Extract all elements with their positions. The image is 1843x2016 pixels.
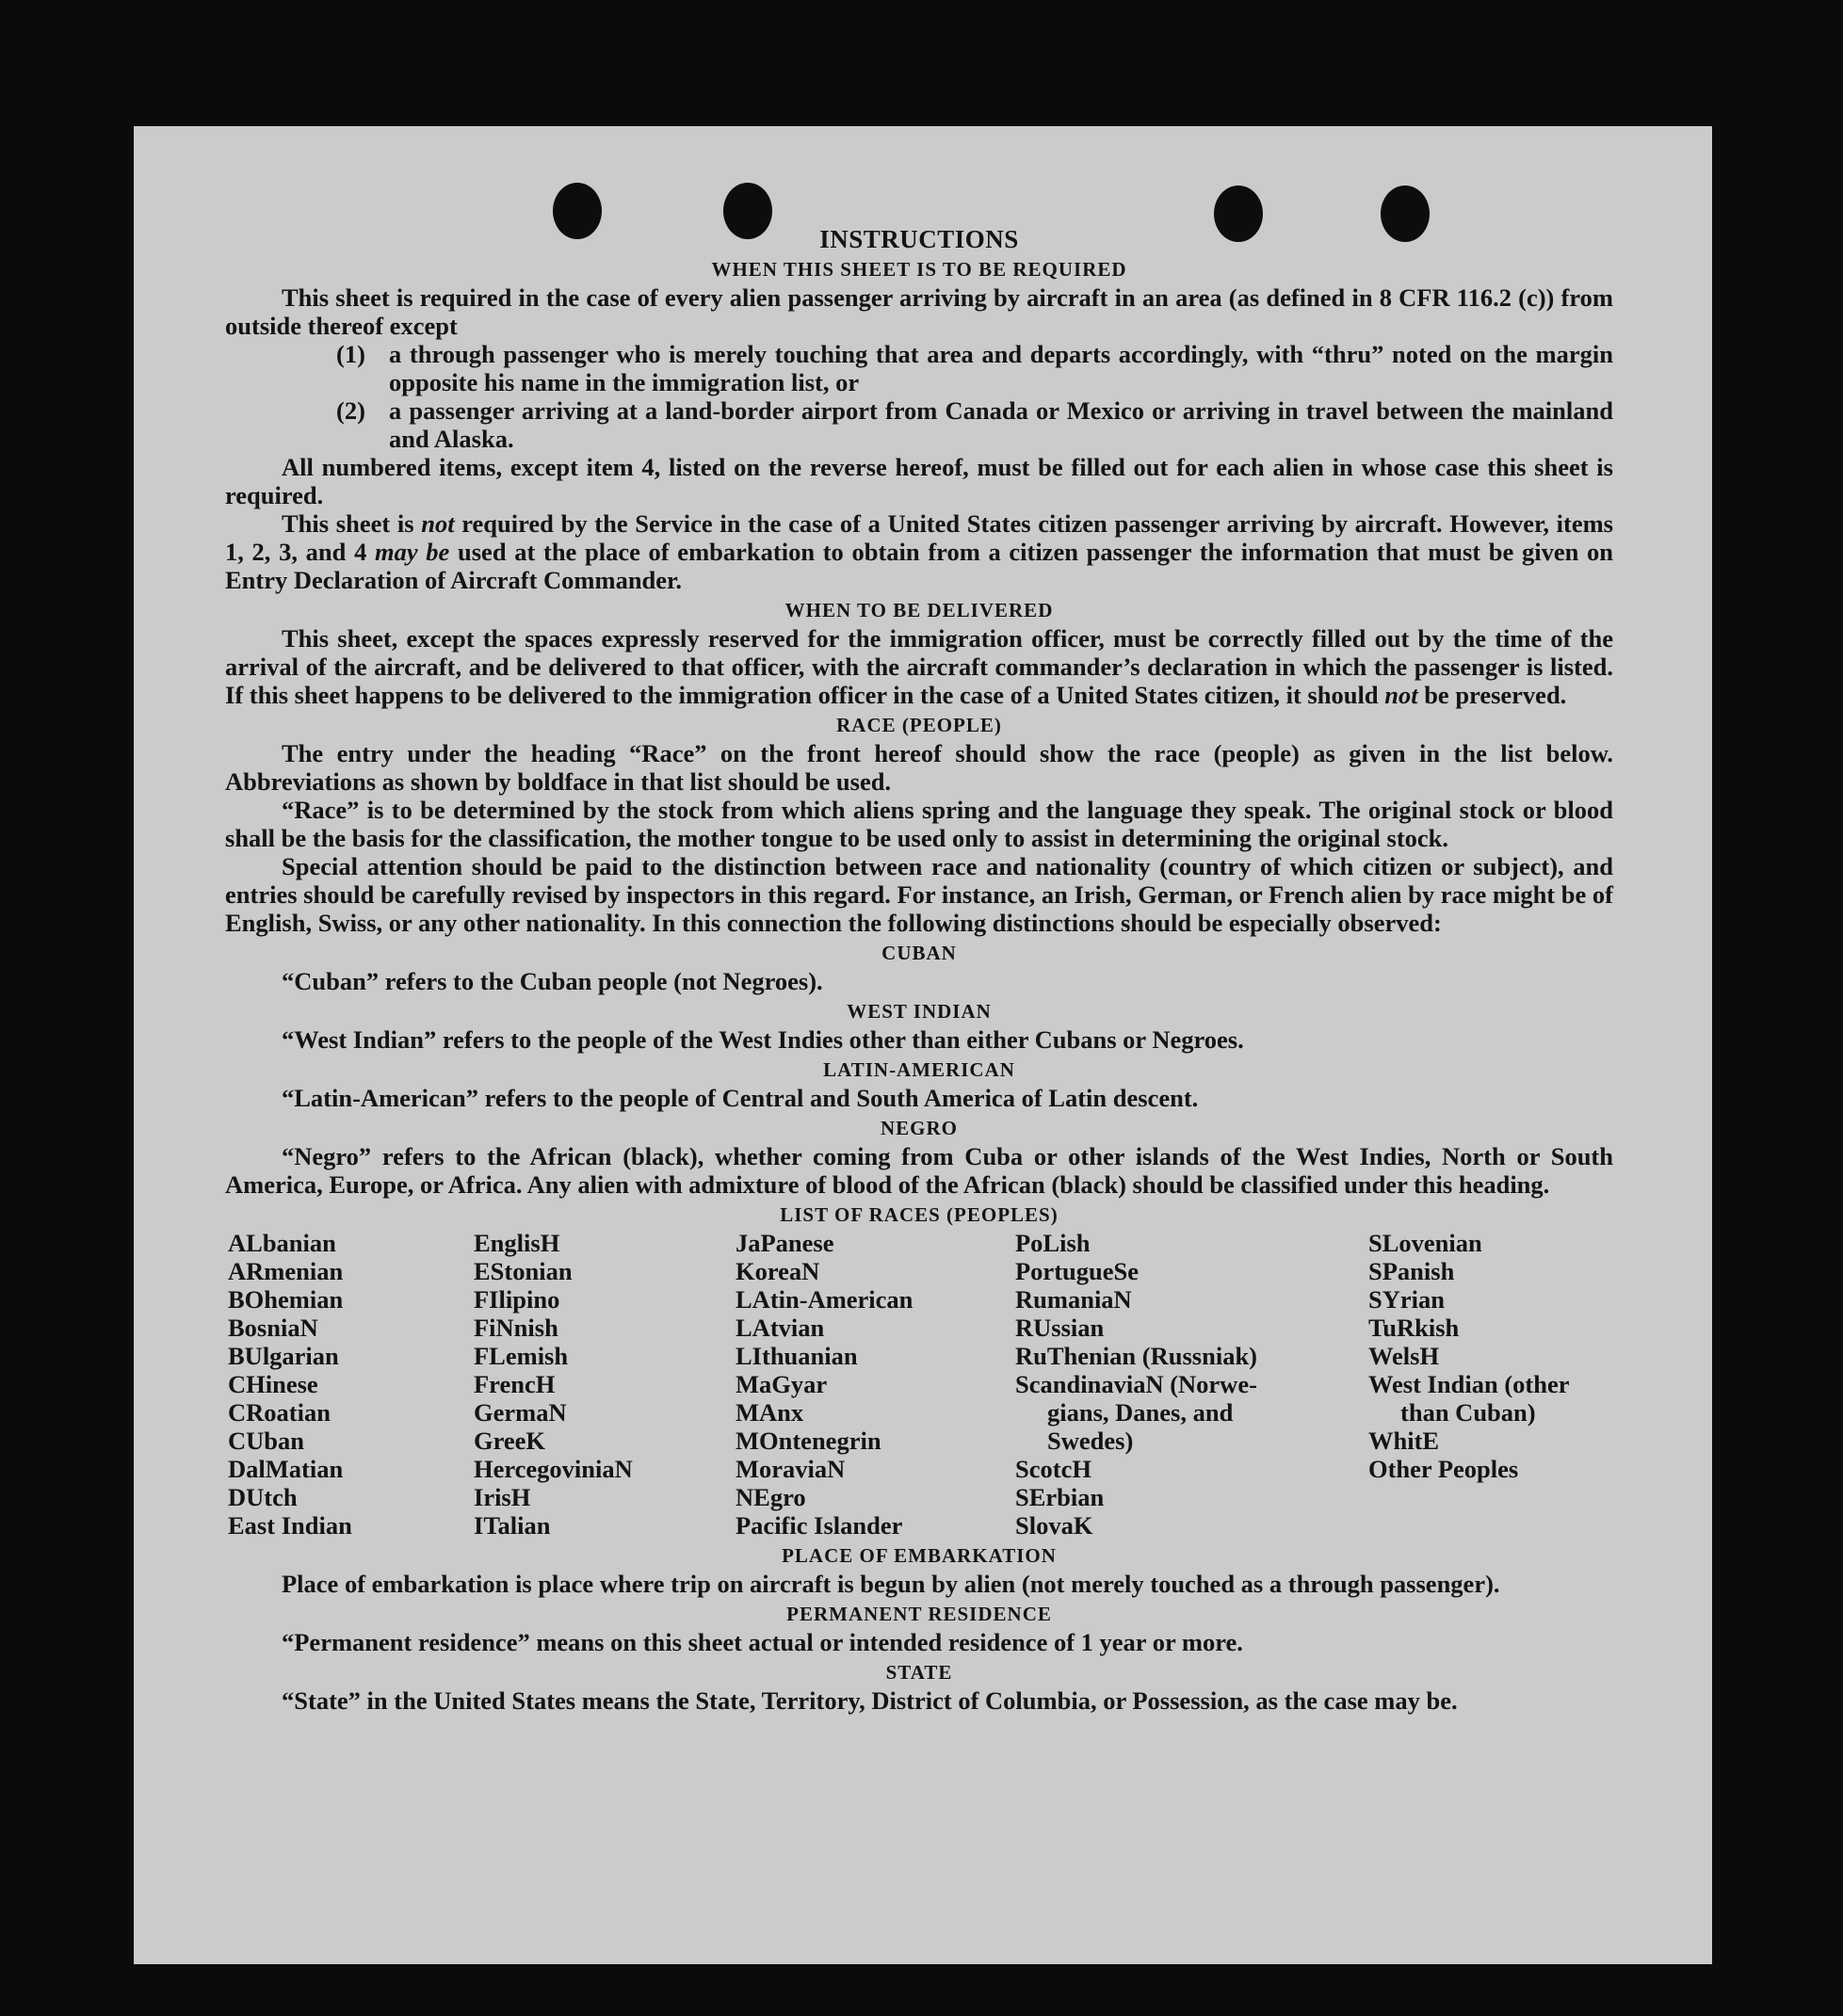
- text: required by the Service in the case of a United States citizen passenger arriving by aircraft. However, items 1, 2, 3, and 4: [225, 509, 1613, 566]
- races-column: [474, 1229, 633, 1540]
- paragraph: “Race” is to be determined by the stock from which aliens spring and the language they speak. The original stock or blood shall be the basis for the classification, the mother tongue to be used only to assist in determining the original stock.: [225, 796, 1613, 852]
- race-entry: SPanish: [1368, 1257, 1455, 1285]
- paragraph: “State” in the United States means the State, Territory, District of Columbia, or Possession, as the case may be.: [282, 1686, 1458, 1715]
- race-entry: SlovaK: [1015, 1511, 1093, 1540]
- race-entry: DUtch: [228, 1483, 298, 1511]
- races-column: [1368, 1229, 1570, 1483]
- paragraph: The entry under the heading “Race” on the front hereof should show the race (people) as given in the list below. Abbreviations as shown by boldface in that list should be used.: [225, 739, 1613, 796]
- race-entry: SYrian: [1368, 1285, 1445, 1314]
- text: be preserved.: [1417, 681, 1567, 709]
- race-entry: HercegoviniaN: [474, 1455, 633, 1483]
- race-entry: TuRkish: [1368, 1314, 1460, 1342]
- race-entry: KoreaN: [736, 1257, 820, 1285]
- emphasis: not: [1384, 681, 1418, 709]
- race-entry: BosniaN: [228, 1314, 318, 1342]
- race-entry: ARmenian: [228, 1257, 344, 1285]
- race-entry: than Cuban): [1400, 1398, 1536, 1427]
- heading-required: WHEN THIS SHEET IS TO BE REQUIRED: [711, 258, 1127, 281]
- instructions-text: [225, 225, 1613, 1715]
- heading-state: STATE: [885, 1661, 953, 1684]
- race-entry: WhitE: [1368, 1427, 1440, 1455]
- heading-race: RACE (PEOPLE): [836, 714, 1002, 736]
- race-entry: BOhemian: [228, 1285, 344, 1314]
- race-entry: ScotcH: [1015, 1455, 1091, 1483]
- heading-embarkation: PLACE OF EMBARKATION: [782, 1544, 1057, 1567]
- race-entry: Swedes): [1047, 1427, 1134, 1455]
- paragraph: [225, 509, 1613, 594]
- race-entry: SErbian: [1015, 1483, 1105, 1511]
- race-entry: CUban: [228, 1427, 305, 1455]
- race-entry: MaGyar: [736, 1370, 828, 1398]
- race-entry: MAnx: [736, 1398, 804, 1427]
- race-entry: LAtvian: [736, 1314, 825, 1342]
- race-entry: ALbanian: [228, 1229, 336, 1257]
- races-column: [228, 1229, 352, 1540]
- race-entry: MOntenegrin: [736, 1427, 881, 1455]
- heading-cuban: CUBAN: [881, 942, 957, 964]
- race-entry: DalMatian: [228, 1455, 344, 1483]
- text: used at the place of embarkation to obtain from a citizen passenger the information that must be given on Entry Declaration of Aircraft Commander.: [225, 538, 1613, 594]
- heading-delivered: WHEN TO BE DELIVERED: [784, 599, 1054, 621]
- race-entry: CRoatian: [228, 1398, 331, 1427]
- paragraph: “Negro” refers to the African (black), whether coming from Cuba or other islands of the West Indies, North or South America, Europe, or Africa. Any alien with admixture of blood of the African (black) should be classified under this heading.: [225, 1142, 1613, 1199]
- race-entry: JaPanese: [736, 1229, 834, 1257]
- race-entry: SLovenian: [1368, 1229, 1482, 1257]
- item-text: a through passenger who is merely touching that area and departs accordingly, with “thru” noted on the margin opposite his name in the immigration list, or: [389, 340, 1613, 396]
- race-entry: PortugueSe: [1015, 1257, 1140, 1285]
- races-list: [225, 1229, 1613, 1540]
- paragraph: [225, 624, 1613, 709]
- race-entry: FLemish: [474, 1342, 569, 1370]
- paragraph: “West Indian” refers to the people of the West Indies other than either Cubans or Negroes.: [282, 1025, 1244, 1054]
- race-entry: NEgro: [736, 1483, 806, 1511]
- paragraph: “Cuban” refers to the Cuban people (not Negroes).: [282, 967, 823, 995]
- race-entry: ScandinaviaN (Norwe-: [1015, 1370, 1257, 1398]
- races-column: [736, 1229, 913, 1540]
- heading-list-of-races: LIST OF RACES (PEOPLES): [780, 1203, 1059, 1226]
- race-entry: BUlgarian: [228, 1342, 339, 1370]
- race-entry: PoLish: [1015, 1229, 1091, 1257]
- item-text: a passenger arriving at a land-border airport from Canada or Mexico or arriving in travel between the mainland and Alaska.: [389, 396, 1613, 453]
- races-column: [1015, 1229, 1257, 1540]
- race-entry: RumaniaN: [1015, 1285, 1132, 1314]
- race-entry: GermaN: [474, 1398, 567, 1427]
- race-entry: LAtin-American: [736, 1285, 913, 1314]
- paragraph: Special attention should be paid to the distinction between race and nationality (country of which citizen or subject), and entries should be carefully revised by inspectors in this regard. For instance, an Irish, German, or French alien by race might be of English, Swiss, or any other nationality. In this connection the following distinctions should be especially observed:: [225, 852, 1613, 937]
- race-entry: East Indian: [228, 1511, 352, 1540]
- race-entry: CHinese: [228, 1370, 318, 1398]
- race-entry: FiNnish: [474, 1314, 558, 1342]
- race-entry: FrencH: [474, 1370, 556, 1398]
- race-entry: RUssian: [1015, 1314, 1105, 1342]
- emphasis: not: [421, 509, 455, 538]
- race-entry: WelsH: [1368, 1342, 1440, 1370]
- race-entry: IrisH: [474, 1483, 531, 1511]
- item-number: (2): [336, 396, 365, 425]
- race-entry: Pacific Islander: [736, 1511, 903, 1540]
- heading-negro: NEGRO: [880, 1117, 958, 1139]
- race-entry: gians, Danes, and: [1047, 1398, 1234, 1427]
- document-page: [134, 126, 1712, 1964]
- race-entry: West Indian (other: [1368, 1370, 1570, 1398]
- list-item: [336, 396, 1613, 453]
- list-item: [336, 340, 1613, 396]
- paragraph: “Latin-American” refers to the people of Central and South America of Latin descent.: [282, 1084, 1199, 1112]
- paragraph: “Permanent residence” means on this sheet actual or intended residence of 1 year or more.: [282, 1628, 1243, 1656]
- heading-residence: PERMANENT RESIDENCE: [786, 1603, 1052, 1625]
- race-entry: EnglisH: [474, 1229, 560, 1257]
- race-entry: MoraviaN: [736, 1455, 846, 1483]
- race-entry: LIthuanian: [736, 1342, 858, 1370]
- heading-latin-american: LATIN-AMERICAN: [823, 1058, 1015, 1081]
- race-entry: EStonian: [474, 1257, 573, 1285]
- race-entry: RuThenian (Russniak): [1015, 1342, 1258, 1370]
- race-entry: ITalian: [474, 1511, 551, 1540]
- paragraph: All numbered items, except item 4, listed on the reverse hereof, must be filled out for each alien in whose case this sheet is required.: [225, 453, 1613, 509]
- emphasis: may be: [375, 538, 450, 566]
- text: This sheet, except the spaces expressly reserved for the immigration officer, must be correctly filled out by the time of the arrival of the aircraft, and be delivered to that officer, with the aircraft commander’s declaration in which the passenger is listed. If this sheet happens to be delivered to the immigration officer in the case of a United States citizen, it should: [225, 624, 1613, 709]
- heading-west-indian: WEST INDIAN: [847, 1000, 992, 1023]
- race-entry: Other Peoples: [1368, 1455, 1519, 1483]
- race-entry: GreeK: [474, 1427, 546, 1455]
- item-number: (1): [336, 340, 365, 368]
- paragraph: This sheet is required in the case of every alien passenger arriving by aircraft in an area (as defined in 8 CFR 116.2 (c)) from outside thereof except: [225, 283, 1613, 340]
- text: This sheet is: [282, 509, 422, 538]
- page-title: INSTRUCTIONS: [819, 225, 1019, 253]
- paragraph: Place of embarkation is place where trip on aircraft is begun by alien (not merely touched as a through passenger).: [282, 1570, 1500, 1598]
- race-entry: FIlipino: [474, 1285, 560, 1314]
